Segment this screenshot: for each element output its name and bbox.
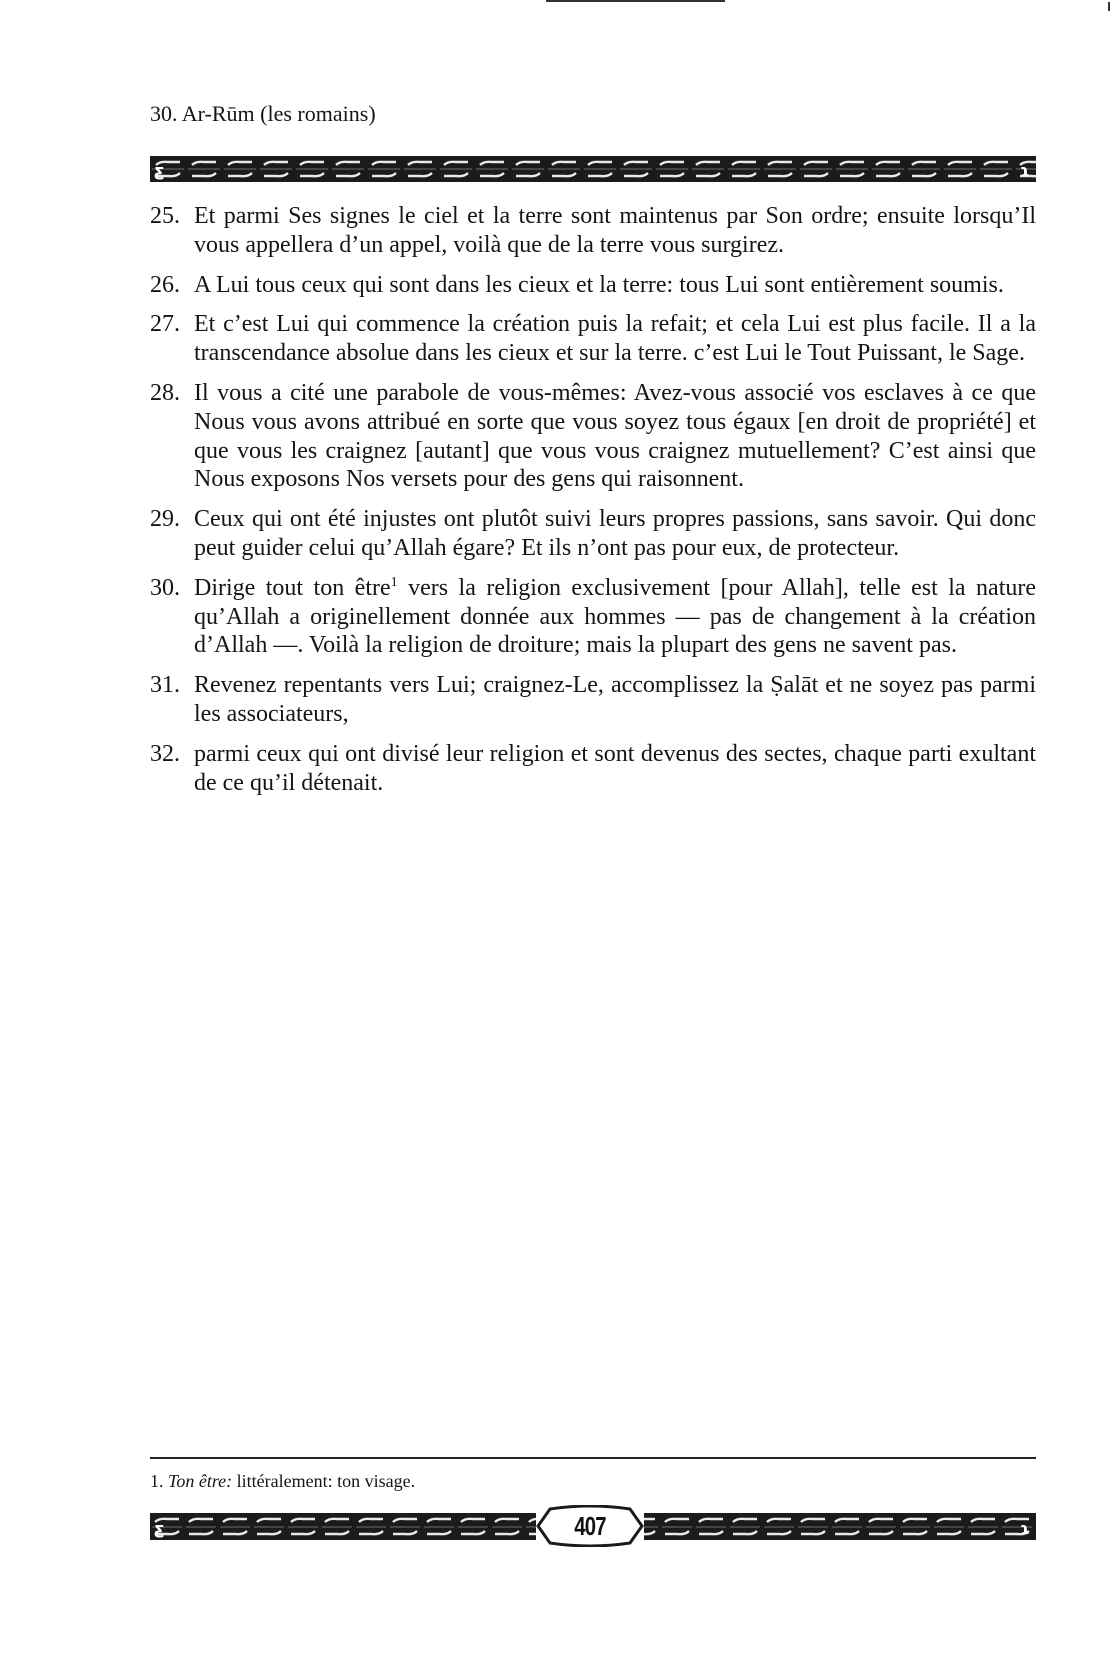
verse-number: 27. [150, 311, 180, 338]
footnote-term: Ton être: [168, 1471, 233, 1491]
verse-text: A Lui tous ceux qui sont dans les cieux et la terre: tous Lui sont entièrement soumis. [194, 271, 1004, 298]
footnote [150, 1470, 415, 1492]
verse-text: parmi ceux qui ont divisé leur religion et sont devenus des sectes, chaque parti exultant de ce qu’il détenait. [194, 740, 1036, 796]
verse-text: Il vous a cité une parabole de vous-mêmes: Avez-vous associé vos esclaves à ce que Nous vous avons attribué en sorte que vous soyez tous égaux [en droit de propriété] et que vous les craignez [autant] que vous vous craignez mutuellement? C’est ainsi que Nous exposons Nos versets pour des gens qui raisonnent. [194, 379, 1036, 493]
verse-29 [150, 505, 1036, 563]
svg-text:ɿ: ɿ [1020, 1519, 1030, 1538]
verse-text [194, 574, 1036, 660]
verse-number: 28. [150, 379, 180, 406]
svg-text:ƹ: ƹ [154, 161, 165, 180]
verse-list [150, 202, 1036, 808]
footnote-reference[interactable]: 1 [390, 574, 398, 590]
chapter-title: 30. Ar-Rūm (les romains) [150, 101, 376, 126]
verse-text-end: vers la religion exclusivement [pour Allah], telle est la nature qu’Allah a originellement donnée aux hommes — pas de changement à la création d’Allah —. Voilà la religion de droiture; mais la plupart des gens ne savent pas. [194, 574, 1037, 659]
verse-number: 29. [150, 506, 180, 533]
verse-text-start: Dirige tout ton être [194, 574, 391, 601]
page-number-badge [536, 1505, 644, 1547]
verse-text: Et parmi Ses signes le ciel et la terre sont maintenus par Son ordre; ensuite lorsqu’Il vous appellera d’un appel, voilà que de la terre vous surgirez. [194, 203, 1036, 258]
svg-text:ƹ: ƹ [154, 1519, 165, 1538]
verse-number: 25. [150, 203, 180, 229]
svg-text:ɿ: ɿ [1020, 161, 1030, 180]
verse-26 [150, 271, 1036, 300]
verse-text: Revenez repentants vers Lui; craignez-Le, accomplissez la Ṣalāt et ne soyez pas parmi les associateurs, [194, 672, 1036, 727]
verse-32 [150, 740, 1036, 798]
verse-number: 26. [150, 271, 180, 298]
verse-30 [150, 574, 1036, 660]
verse-number: 31. [150, 672, 180, 699]
ornamental-band-top [150, 156, 1036, 182]
verse-28 [150, 379, 1036, 494]
verse-25 [150, 202, 1036, 260]
verse-number: 30. [150, 574, 180, 601]
verse-text: Ceux qui ont été injustes ont plutôt suivi leurs propres passions, sans savoir. Qui donc peut guider celui qu’Allah égare? Et ils n’ont pas pour eux, de protecteur. [194, 506, 1036, 561]
corner-mark [1108, 2, 1110, 11]
page-number: 407 [574, 1511, 606, 1541]
footnote-number: 1. [150, 1471, 164, 1491]
verse-text: Et c’est Lui qui commence la création puis la refait; et cela Lui est plus facile. Il a la transcendance absolue dans les cieux et sur la terre. c’est Lui le Tout Puissant, le Sage. [194, 311, 1036, 367]
ornament-pattern [150, 156, 1036, 182]
verse-number: 32. [150, 740, 180, 767]
verse-31 [150, 671, 1036, 729]
top-rule [546, 0, 725, 2]
footnote-text: littéralement: ton visage. [232, 1471, 416, 1491]
footnote-rule [150, 1457, 1036, 1459]
verse-27 [150, 310, 1036, 368]
